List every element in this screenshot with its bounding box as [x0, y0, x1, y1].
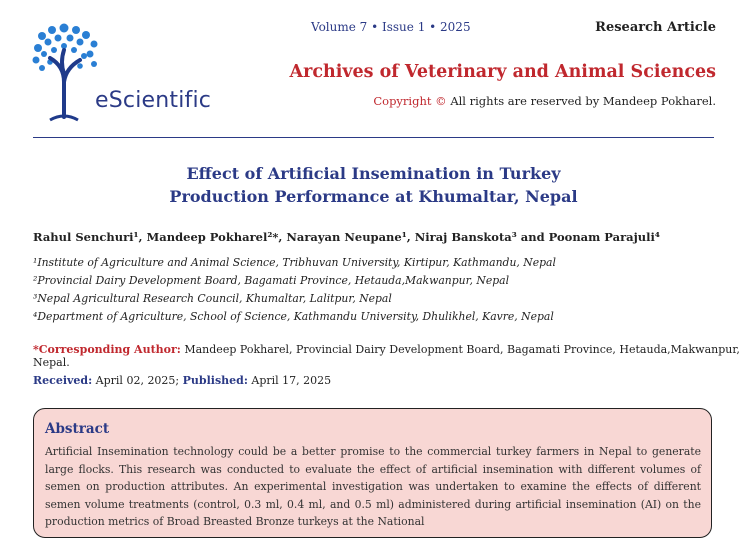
published-date: April 17, 2025: [251, 374, 332, 387]
affiliation-4: ⁴Department of Agriculture, School of Science, Kathmandu University, Dhulikhel, Kavre, Nepal: [33, 310, 554, 323]
paper-title: [33, 162, 714, 208]
corresponding-label: *Corresponding Author:: [33, 343, 181, 356]
corresponding-text: Mandeep Pokharel, Provincial Dairy Development Board, Bagamati Province, Hetauda,Makwanpur, Nepal.: [33, 343, 740, 369]
journal-name[interactable]: Archives of Veterinary and Animal Sciences: [289, 62, 716, 82]
copyright: [373, 94, 716, 108]
affiliation-2: ²Provincial Dairy Development Board, Bagamati Province, Hetauda,Makwanpur, Nepal: [33, 274, 510, 287]
article-type: Research Article: [595, 20, 716, 35]
publication-dates: [33, 374, 331, 387]
abstract-text: Artificial Insemination technology could be a better promise to the commercial turkey farmers in Nepal to generate large flocks. This research was conducted to evaluate the effect of artificial insemination with different volumes of semen on production attributes. An experimental investigation was undertaken to examine the effects of different semen volume treatments (control, 0.3 ml, 0.4 ml, and 0.5 ml) administered during artificial insemination (AI) on the production metrics of Broad Breasted Bronze turkeys at the National: [45, 445, 701, 528]
affiliation-3: ³Nepal Agricultural Research Council, Khumaltar, Lalitpur, Nepal: [33, 292, 392, 305]
corresponding-author: [33, 343, 741, 369]
volume-issue: Volume 7 • Issue 1 • 2025: [311, 20, 471, 34]
copyright-label: Copyright ©: [373, 94, 447, 108]
abstract-title: Abstract: [45, 421, 110, 437]
logo-text: eScientific: [95, 88, 212, 113]
copyright-text: All rights are reserved by Mandeep Pokharel.: [450, 94, 716, 108]
received-date: April 02, 2025;: [95, 374, 180, 387]
abstract-box: [33, 408, 712, 538]
title-line-2: Production Performance at Khumaltar, Nepal: [169, 187, 578, 206]
published-label: Published:: [182, 374, 248, 387]
author-list: Rahul Senchuri¹, Mandeep Pokharel²*, Narayan Neupane¹, Niraj Banskota³ and Poonam Parajuli⁴: [33, 230, 660, 244]
received-label: Received:: [33, 374, 93, 387]
title-line-1: Effect of Artificial Insemination in Turkey: [186, 164, 561, 183]
header-divider: [33, 137, 714, 138]
affiliation-1: ¹Institute of Agriculture and Animal Science, Tribhuvan University, Kirtipur, Kathmandu, Nepal: [33, 256, 556, 269]
